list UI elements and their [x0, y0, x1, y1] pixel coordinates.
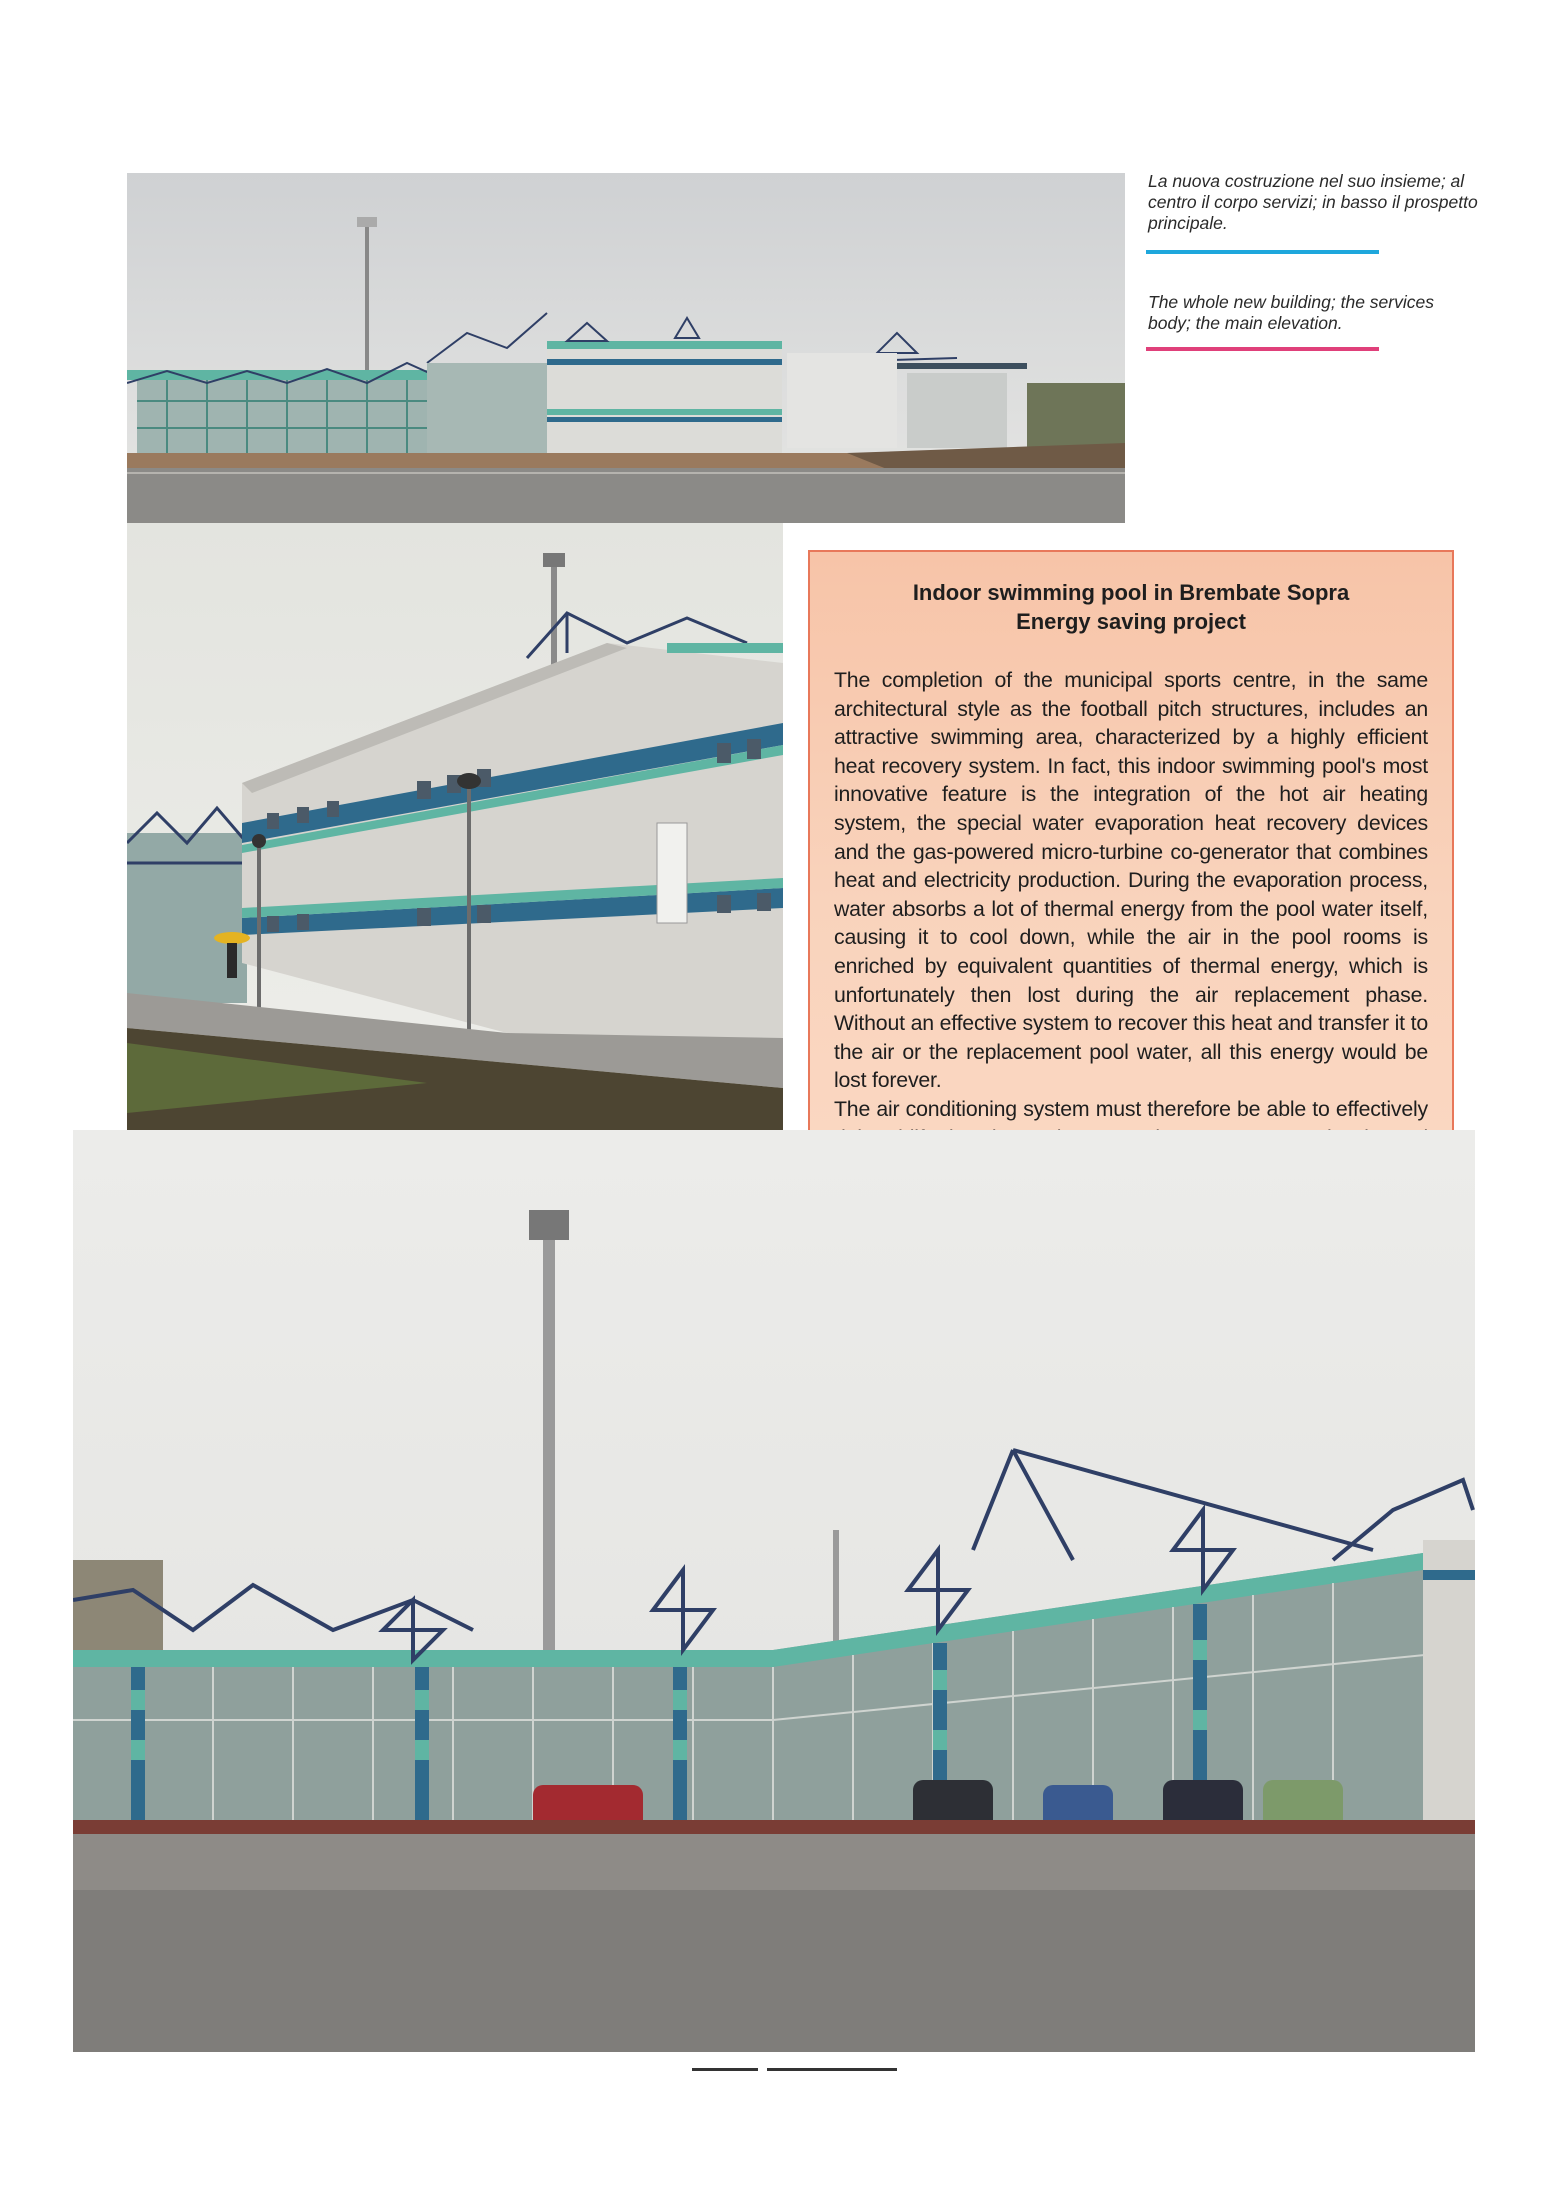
article-paragraph-1: The completion of the municipal sports centre, in the same architectural style as the football pitch structures, includes an attractive swimming area, characterized by a highly efficient heat recovery system. In fact, this indoor swimming pool's most innovative feature is the integration of the hot air heating system, the special water evaporation heat recovery devices and the gas-powered micro-turbine co-generator that combines heat and electricity production. During the evaporation process, water absorbs a lot of thermal energy from the pool water itself, causing it to cool down, while the air in the pool rooms is enriched by equivalent quantities of thermal energy, which is unfortunately then lost during the air replacement phase. Without an effective system to recover this heat and transfer it to the air or the replacement pool water, all this energy would be lost forever. [834, 668, 1428, 1093]
page-mark-left [692, 2068, 758, 2071]
article-title-line1: Indoor swimming pool in Brembate Sopra [912, 580, 1350, 605]
article-paragraph-2: The air conditioning system must therefore be able to effectively [834, 1096, 1428, 1121]
caption-rule-blue [1146, 250, 1379, 254]
article-title-line2: Energy saving project [1016, 609, 1246, 634]
photo-main-elevation [73, 1130, 1475, 2052]
page-mark-right [767, 2068, 897, 2071]
caption-rule-pink [1146, 347, 1379, 351]
photo-services-body [127, 523, 783, 1133]
caption-italian: La nuova costruzione nel suo insieme; al centro il corpo servizi; in basso il prospetto principale. [1148, 171, 1478, 233]
caption-english: The whole new building; the services body; the main elevation. [1148, 292, 1434, 333]
article-title [834, 578, 1428, 636]
photo-whole-building [127, 173, 1125, 523]
